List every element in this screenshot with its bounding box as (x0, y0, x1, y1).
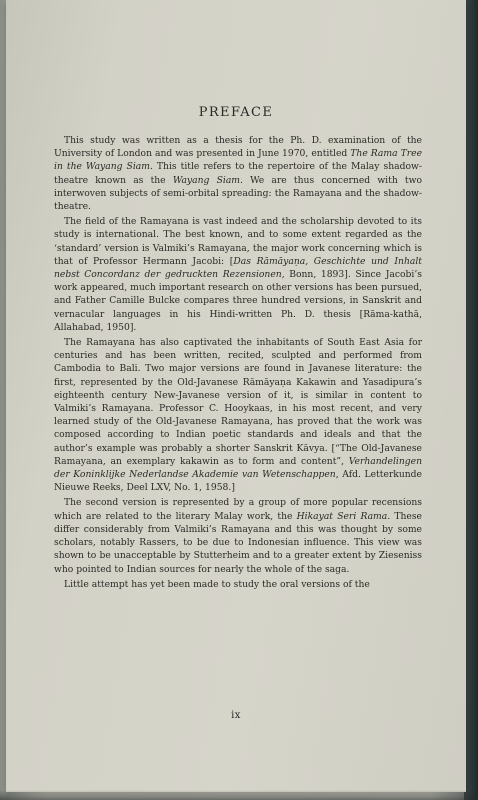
italic-text: Hikayat Seri Rama (296, 510, 388, 522)
body-paragraph (54, 215, 422, 334)
text-run: . This title refers to the repertoire of the Malay shadow-theatre known as the (54, 161, 422, 186)
text-run: , Afd. Letterkunde Nieuwe Reeks, Deel LXV, No. 1, 1958.] (54, 469, 422, 494)
body-paragraph (54, 134, 422, 213)
text-run: The field of the Ramayana is vast indeed and the scholarship devoted to its study is international. The best known, and to some extent regarded as the ‘standard’ version is Valmiki’s Ramayana, the major work concerning which is that of Professor Hermann Jacobi: [ (54, 216, 422, 267)
book-cover-edge (464, 0, 478, 800)
italic-text: Das Rāmāyaṇa, Geschichte und Inhalt nebst Concordanz der gedruckten Rezensionen (54, 255, 423, 281)
text-run: Little attempt has yet been made to study the oral versions of the (64, 578, 370, 590)
text-run: . These differ considerably from Valmiki’s Ramayana and this was thought by some scholars, notably Rassers, to be due to Indonesian influence. This view was shown to be unacceptable by Stutterheim and to a greater extent by Zieseniss who pointed to Indian sources for nearly the whole of the saga. (54, 510, 422, 575)
body-paragraph (54, 496, 422, 575)
italic-text: Wayang Siam (172, 174, 241, 186)
body-paragraph (54, 336, 422, 494)
body-paragraph (54, 578, 422, 591)
page-bottom-shadow (0, 790, 478, 800)
text-run: . We are thus concerned with two interwoven subjects of semi-orbital spreading: the Ramayana and the shadow-theatre. (54, 174, 422, 213)
text-run: , Bonn, 1893]. Since Jacobi’s work appeared, much important research on other versions has been pursued, and Father Camille Bulcke compares three hundred versions, in Sanskrit and vernacular languages in his Hindi-written Ph. D. thesis [Rāma-kathā, Allahabad, 1950]. (54, 269, 422, 333)
text-run: This study was written as a thesis for the Ph. D. examination of the University of London and was presented in June 1970, entitled (54, 135, 422, 160)
book-page (6, 0, 466, 792)
italic-text: Verhandelingen der Koninklijke Nederlandse Akademie van Wetenschappen (54, 455, 422, 481)
italic-text: The Rama Tree in the Wayang Siam (54, 148, 422, 173)
page-body (54, 134, 422, 593)
text-run: The Ramayana has also captivated the inhabitants of South East Asia for centuries and has been written, recited, sculpted and performed from Cambodia to Bali. Two major versions are found in Javanese literature: the first, represented by the Old-Javanese Rāmāyaṇa Kakawin and Yasadipura’s eighteenth century New-Javanese version of it, is similar in content to Valmiki’s Ramayana. Professor C. Hooykaas, in his most recent, and very learned study of the Old-Javanese Ramayana, has proved that the work was composed according to Indian poetic standards and ideals and that the author’s example was probably a shorter Sanskrit Kāvya. [“The Old-Javanese Ramayana, an exemplary kakawin as to form and content”, (54, 337, 422, 467)
page-heading: PREFACE (198, 105, 274, 120)
text-run: The second version is represented by a group of more popular recensions which are related to the literary Malay work, the (54, 497, 422, 522)
page-number: ix (231, 710, 241, 721)
